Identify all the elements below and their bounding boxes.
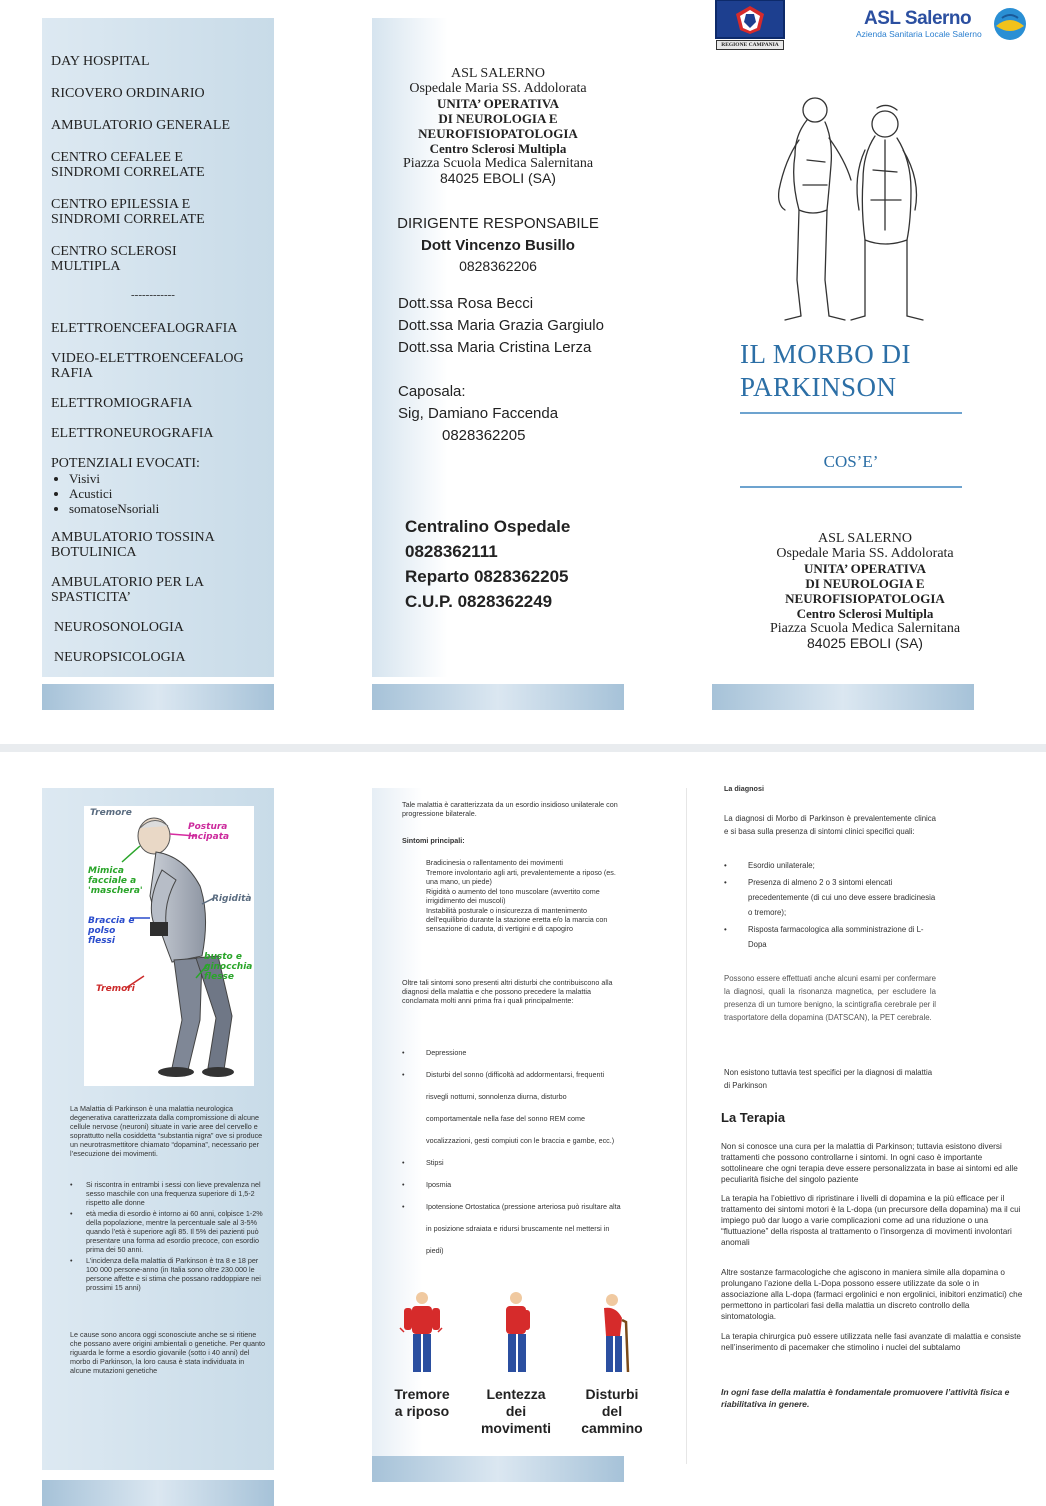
- intro-paragraph: La Malattia di Parkinson è una malattia neurologica degenerativa caratterizzata dalla compromissione di alcune cellule nervose (neuroni) situate in varie aree del cervello e soprattutto nella cosiddetta “substantia nigra” ove si produce un neurotrasmettitore chiamato “dopamina”, necessario per l’esecuzione dei movimenti.: [70, 1104, 263, 1158]
- unit-line: DI NEUROLOGIA E: [805, 576, 925, 591]
- divider: [686, 788, 687, 1464]
- main-symptom: Instabilità posturale o insicurezza di mantenimento dell’equilibrio durante la stazione eretta e/o la marcia con sensazione di caduta, di vertigini e di capogiro: [426, 906, 608, 933]
- label-braccia: Braccia e polso flessi: [88, 916, 135, 946]
- asl-subtitle: Azienda Sanitaria Locale Salerno: [856, 29, 982, 39]
- elderly-men-illustration: [755, 80, 955, 325]
- intro-bullets: • Si riscontra in entrambi i sessi con lieve prevalenza nel sesso maschile con una frequenza superiore di 1,5-2 rispetto alle donne • età media di esordio è intorno ai 60 anni, colpisce 1-2% della popolazione, mentre la percentuale sale al 3-5% quando l’età è superiore agli 85. Il 5% dei pazienti può presentare una forma ad esordio precoce, con esordio prima dei 50 anni. • L’incidenza della malattia di Parkinson è tra 8 e 18 per 100 000 persone-anno (in Italia sono oltre 230.000 le persone affette e si stima che possano raddoppiare nei prossimi 15 anni): [70, 1180, 266, 1292]
- caption-line: dei: [505, 1403, 527, 1419]
- caption-line: del: [601, 1403, 623, 1419]
- exam-item: VIDEO-ELETTROENCEFALOGRAFIA: [51, 351, 244, 381]
- unit-line: NEUROFISIOPATOLOGIA: [418, 126, 578, 141]
- service-item: CENTRO SCLEROSI MULTIPLA: [51, 244, 177, 274]
- phones-block: [405, 514, 625, 614]
- service-item: AMBULATORIO TOSSINA BOTULINICA: [51, 530, 214, 560]
- org-name: ASL SALERNO: [818, 531, 912, 546]
- asl-globe-icon: [992, 6, 1028, 42]
- address-line: Piazza Scuola Medica Salernitana: [769, 621, 961, 636]
- asl-brand: ASL Salerno: [864, 8, 972, 29]
- director-block: [372, 213, 624, 275]
- services-panel: [42, 18, 274, 677]
- caposala-title: Caposala:: [398, 383, 466, 400]
- service-item: CENTRO EPILESSIA E SINDROMI CORRELATE: [51, 197, 205, 227]
- therapy-title: La Terapia: [721, 1110, 786, 1125]
- main-symptom: Rigidità o aumento del tono muscolare (avvertito come irrigidimento dei muscoli): [426, 887, 600, 905]
- phone-line: Reparto 0828362205: [405, 567, 569, 586]
- main-symptoms-list: [426, 858, 626, 933]
- label-postura: Postura Incipata: [188, 822, 230, 842]
- evoked-item: • somatoseNsoriali: [69, 501, 274, 516]
- other-symptom: Disturbi del sonno (difficoltà ad addormentarsi, frequenti risvegli notturni, sonnolenza diurna, disturbo comportamentale nella fase del sonno REM come vocalizzazioni, gesti compiuti con le braccia e gambe, ecc.): [426, 1070, 615, 1145]
- symptoms-title: Sintomi principali:: [402, 836, 465, 845]
- bullet-text: età media di esordio è intorno ai 60 anni, colpisce 1-2% della popolazione, mentre la percentuale sale al 3-5% quando l’età è superiore agli 85. Il 5% dei pazienti può presentare una forma ad esordio precoce, con esordio prima dei 50 anni.: [86, 1209, 263, 1254]
- therapy-paragraph: Non si conosce una cura per la malattia di Parkinson; tuttavia esistono diversi trattamenti che possono controllarne i sintomi. In ogni caso è importante sottolineare che ogni terapia deve essere personalizzata in base ai sintomi ed alle peculiarità fisiche del singolo paziente: [721, 1142, 1018, 1184]
- evoked-item: • Acustici: [69, 486, 274, 501]
- icon-caption: [576, 1386, 648, 1437]
- caposala-name: Sig, Damiano Faccenda: [398, 405, 559, 422]
- slow-movement-person-icon: [494, 1290, 542, 1378]
- director-phone: 0828362206: [459, 258, 537, 274]
- hospital-name: Ospedale Maria SS. Addolorata: [409, 81, 587, 96]
- region-logo: [710, 0, 790, 54]
- bullet-text: Si riscontra in entrambi i sessi con lieve prevalenza nel sesso maschile con una frequenza superiore di 1,5-2 rispetto alle donne: [86, 1180, 261, 1207]
- title-line: IL MORBO DI: [740, 339, 911, 369]
- director-name: Dott Vincenzo Busillo: [421, 237, 575, 254]
- diagnosis-intro: La diagnosi di Morbo di Parkinson è prevalentemente clinica e si basa sulla presenza di sintomi clinici specifici quali:: [724, 814, 936, 836]
- centre-name: Centro Sclerosi Multipla: [429, 141, 567, 156]
- region-label: REGIONE CAMPANIA: [716, 40, 784, 50]
- service-item: CENTRO CEFALEE E SINDROMI CORRELATE: [51, 150, 205, 180]
- exam-item: ELETTROMIOGRAFIA: [51, 396, 193, 411]
- diagnosis-criteria: • Esordio unilaterale; • Presenza di almeno 2 o 3 sintomi elencati precedentemente (di cui uno deve essere bradicinesia o tremore); • Risposta farmacologica alla somministrazione di L-Dopa: [724, 858, 938, 952]
- icon-caption: [476, 1386, 556, 1437]
- doctor-name: Dott.ssa Rosa Becci: [398, 295, 534, 312]
- cover-address: [760, 531, 970, 651]
- unit-line: NEUROFISIOPATOLOGIA: [785, 591, 945, 606]
- asl-logo: [852, 6, 1042, 46]
- label-busto: busto e ginocchia flesse: [204, 952, 253, 982]
- caposala-phone: 0828362205: [442, 427, 526, 444]
- page-separator: [0, 744, 1046, 752]
- service-item: AMBULATORIO GENERALE: [51, 118, 231, 133]
- evoked-item: • Visivi: [69, 471, 274, 486]
- caption-line: a riposo: [394, 1403, 450, 1419]
- service-item: AMBULATORIO PER LA SPASTICITA’: [51, 575, 204, 605]
- label-rigidita: Rigidità: [212, 894, 252, 904]
- exam-item: ELETTROENCEFALOGRAFIA: [51, 321, 238, 336]
- director-title: DIRIGENTE RESPONSABILE: [397, 215, 599, 232]
- therapy-paragraph: La terapia chirurgica può essere utilizzata nelle fasi avanzate di malattia e consiste nell’inserimento di pacemaker che stimolino i nuclei del subtalamo: [721, 1332, 1021, 1352]
- main-symptom: Bradicinesia o rallentamento dei movimenti: [426, 858, 564, 867]
- cover-title: [740, 338, 970, 404]
- service-item: NEUROPSICOLOGIA: [54, 650, 186, 665]
- services-list: [42, 18, 274, 665]
- caposala-block: [398, 381, 638, 447]
- other-symptoms-list: • Depressione • Disturbi del sonno (difficoltà ad addormentarsi, frequenti risvegli notturni, sonnolenza diurna, disturbo comportamentale nella fase del sonno REM come vocalizzazioni, gesti compiuti con le braccia e gambe, ecc.) • Stipsi • Iposmia • Ipotensione Ortostatica (pressione arteriosa può risultare alta in posizione sdraiata e ridursi bruscamente nel mettersi in piedi): [402, 1042, 624, 1262]
- phone-line: C.U.P. 0828362249: [405, 592, 553, 611]
- caption-line: Disturbi: [585, 1386, 639, 1402]
- main-symptom: Tremore involontario agli arti, prevalentemente a riposo (es. una mano, un piede): [426, 868, 616, 886]
- label-tremori: Tremori: [96, 984, 135, 994]
- other-symptoms-intro: Oltre tali sintomi sono presenti altri disturbi che contribuiscono alla diagnosi della malattia e che possono precedere la malattia conclamata molti anni prima fra i quali principalmente:: [402, 978, 613, 1005]
- caption-line: Lentezza: [486, 1386, 546, 1402]
- hospital-name: Ospedale Maria SS. Addolorata: [776, 546, 954, 561]
- unit-line: UNITA’ OPERATIVA: [804, 561, 926, 576]
- footer-bar: [372, 1456, 624, 1482]
- evoked-title: POTENZIALI EVOCATI:: [51, 456, 200, 471]
- title-line: PARKINSON: [740, 372, 897, 402]
- footer-bar: [712, 684, 974, 710]
- doctor-name: Dott.ssa Maria Cristina Lerza: [398, 339, 592, 356]
- walking-cane-person-icon: [596, 1290, 644, 1378]
- exam-item: ELETTRONEUROGRAFIA: [51, 426, 214, 441]
- other-symptom: Depressione: [426, 1048, 467, 1057]
- causes-paragraph: Le cause sono ancora oggi sconosciute anche se si ritiene che possano avere origini ambientali o genetiche. Per quanto riguarda le forme a esordio giovanile (sotto i 40 anni) del morbo di Parkinson, la loro causa è stata individuata in alcune mutazioni genetiche: [70, 1330, 265, 1375]
- criterion: Risposta farmacologica alla somministrazione di L-Dopa: [748, 925, 924, 949]
- address-line: Piazza Scuola Medica Salernitana: [402, 156, 594, 171]
- evoked-list: [51, 471, 274, 516]
- service-item: RICOVERO ORDINARIO: [51, 86, 205, 101]
- address-line: 84025 EBOLI (SA): [807, 635, 923, 651]
- caption-line: Tremore: [394, 1386, 450, 1402]
- centre-name: Centro Sclerosi Multipla: [796, 606, 934, 621]
- caption-line: movimenti: [480, 1420, 551, 1436]
- tremor-person-icon: [398, 1290, 446, 1378]
- diagnosis-title: La diagnosi: [724, 784, 764, 793]
- service-item: DAY HOSPITAL: [51, 54, 150, 69]
- contacts-header: [372, 66, 624, 186]
- criterion: Presenza di almeno 2 o 3 sintomi elencati precedentemente (di cui uno deve essere bradicinesia o tremore);: [748, 878, 936, 917]
- org-name: ASL SALERNO: [451, 66, 545, 81]
- therapy-closing: In ogni fase della malattia è fondamentale promuovere l’attività fisica e riabilitativa in genere.: [721, 1387, 1010, 1409]
- symptoms-intro: Tale malattia è caratterizzata da un esordio insidioso unilaterale con progressione bilaterale.: [402, 800, 618, 818]
- other-symptom: Iposmia: [426, 1180, 452, 1189]
- other-symptom: Stipsi: [426, 1158, 444, 1167]
- phone-line: Centralino Ospedale: [405, 517, 571, 536]
- diagnosis-note: Non esistono tuttavia test specifici per la diagnosi di malattia di Parkinson: [724, 1068, 933, 1090]
- parkinson-posture-illustration: [84, 806, 254, 1086]
- icon-caption: [386, 1386, 458, 1420]
- label-tremore: Tremore: [90, 808, 132, 818]
- doctor-name: Dott.ssa Maria Grazia Gargiulo: [398, 317, 604, 334]
- therapy-paragraph: La terapia ha l’obiettivo di ripristinare i livelli di dopamina e la più efficace per il trattamento dei sintomi motori è la L-dopa (un precursore della dopamina) ma il cui impiego può dar luogo a varie complicazioni come ad una riduzione o una “fluttuazione” della risposta al trattamento o l’insorgenza di movimenti involontari anomali: [721, 1194, 1021, 1247]
- therapy-paragraph: Altre sostanze farmacologiche che agiscono in maniera simile alla dopamina o prolungano l’azione della L-Dopa possono essere utilizzate da sole o in associazione alla L-dopa (farmaci ergolinici e non ergolinici, inibitori enzimatici) che permettono in particolari fasi della malattia un discreto controllo della sintomatologia.: [721, 1268, 1023, 1321]
- footer-bar: [42, 1480, 274, 1506]
- address-line: 84025 EBOLI (SA): [440, 170, 556, 186]
- doctors-list: [398, 293, 638, 359]
- diagnosis-exams: Possono essere effettuati anche alcuni esami per confermare la diagnosi, quali la risonanza magnetica, per escludere la presenza di un tumore benigno, la scintigrafia cerebrale per il trasportatore della dopamina (DATSCAN), la PET cerebrale.: [724, 974, 936, 1022]
- other-symptom: Ipotensione Ortostatica (pressione arteriosa può risultare alta in posizione sdraiata e ridursi bruscamente nel mettersi in piedi): [426, 1202, 621, 1255]
- unit-line: DI NEUROLOGIA E: [438, 111, 558, 126]
- unit-line: UNITA’ OPERATIVA: [437, 96, 559, 111]
- posture-figure: [84, 806, 254, 1086]
- cover-subtitle: COS’E’: [823, 452, 879, 471]
- divider: [740, 412, 962, 414]
- bullet-text: L’incidenza della malattia di Parkinson è tra 8 e 18 per 100 000 persone-anno (in Italia sono oltre 230.000 le persone affette e si stima che possano raddoppiare nei prossimi 15 anni): [86, 1256, 261, 1292]
- caption-line: cammino: [581, 1420, 643, 1436]
- label-mimica: Mimica facciale a 'maschera': [88, 866, 143, 896]
- criterion: Esordio unilaterale;: [748, 861, 815, 870]
- divider: [740, 486, 962, 488]
- phone-line: 0828362111: [405, 542, 498, 561]
- service-item: NEUROSONOLOGIA: [54, 620, 184, 635]
- footer-bar: [372, 684, 624, 710]
- separator: ------------: [131, 289, 175, 301]
- footer-bar: [42, 684, 274, 710]
